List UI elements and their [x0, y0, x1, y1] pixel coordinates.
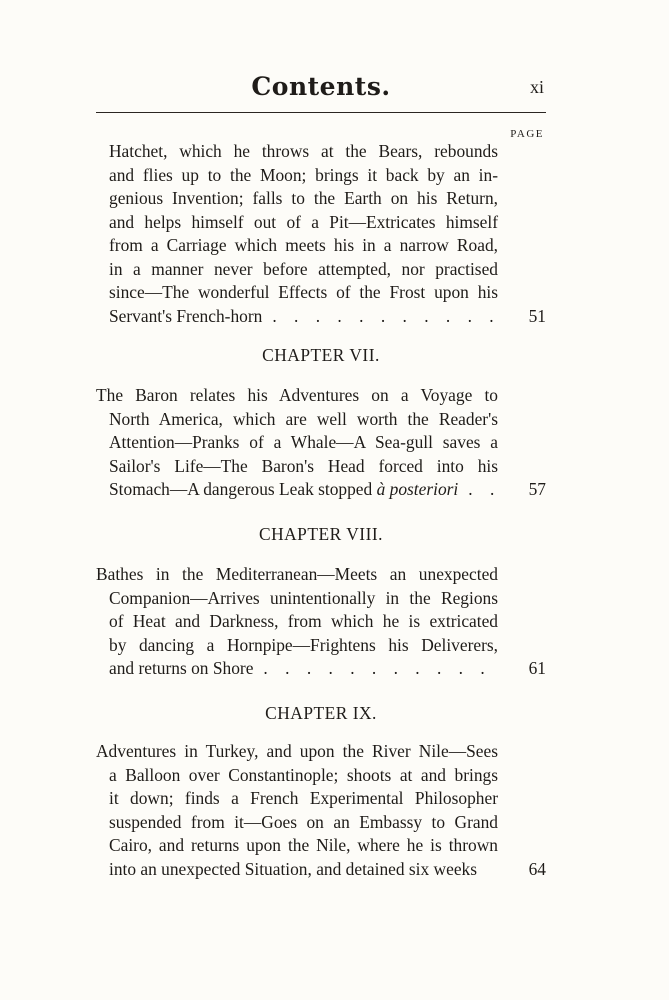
page-column-label: PAGE [510, 128, 544, 140]
folio-number: xi [529, 77, 544, 97]
toc-entry-chapter-7 [96, 384, 546, 502]
dot-leaders [468, 478, 498, 502]
entry-line: Bathes in the Mediterranean—Meets an unexpected [96, 564, 498, 584]
entry-line: of Heat and Darkness, from which he is extricated [109, 611, 498, 631]
entry-line: a Balloon over Constantinople; shoots at and brings [109, 764, 498, 785]
entry-last-line [96, 657, 546, 681]
entry-line: Companion—Arrives unintentionally in the Regions [109, 587, 498, 608]
entry-line-text: Stomach—A dangerous Leak stopped [109, 479, 373, 499]
entry-line: since—The wonderful Effects of the Frost upon his [109, 282, 498, 302]
entry-line: in a manner never before attempted, nor practised [109, 258, 498, 279]
entry-line: The Baron relates his Adventures on a Voyage to [96, 385, 498, 405]
entry-line: Adventures in Turkey, and upon the River Nile—Sees [96, 741, 498, 761]
entry-line: by dancing a Hornpipe—Frightens his Deliverers, [109, 634, 498, 655]
entry-line: North America, which are well worth the Reader's [109, 408, 498, 429]
entry-last-line [96, 478, 546, 502]
page-number: 57 [528, 479, 546, 499]
page-number: 51 [528, 305, 546, 326]
header-rule [96, 112, 546, 113]
entry-line: Hatchet, which he throws at the Bears, rebounds [109, 141, 498, 161]
entry-last-line [96, 305, 546, 329]
page-title: Contents. [251, 72, 391, 101]
entry-line: from a Carriage which meets his in a narrow Road, [109, 235, 498, 255]
entry-line: and helps himself out of a Pit—Extricates himself [109, 211, 498, 232]
entry-line: genious Invention; falls to the Earth on his Return, [109, 188, 498, 208]
entry-line: and flies up to the Moon; brings it back by an in- [109, 164, 498, 185]
entry-line: Attention—Pranks of a Whale—A Sea-gull saves a [109, 432, 498, 452]
running-head [96, 72, 546, 112]
entry-line: Sailor's Life—The Baron's Head forced into his [109, 455, 498, 476]
entry-line: Servant's French-horn [109, 305, 263, 326]
entry-line: and returns on Shore [109, 658, 254, 678]
italic-phrase: à posteriori [376, 479, 459, 499]
toc-entry-chapter-8 [96, 563, 546, 681]
entry-line: into an unexpected Situation, and detained six weeks [109, 858, 478, 879]
entry-line: suspended from it—Goes on an Embassy to Grand [109, 811, 498, 832]
entry-last-line [96, 858, 546, 882]
chapter-heading: CHAPTER VIII. [258, 524, 384, 544]
entry-line [109, 478, 458, 502]
entry-line: Cairo, and returns upon the Nile, where he is thrown [109, 835, 498, 855]
dot-leaders [272, 305, 498, 329]
toc-entry-continued [96, 140, 546, 328]
toc-entry-chapter-9 [96, 740, 546, 881]
page-number: 61 [528, 658, 546, 678]
entry-line: it down; finds a French Experimental Philosopher [109, 788, 498, 808]
page-number: 64 [528, 858, 546, 879]
chapter-heading: CHAPTER VII. [262, 345, 380, 365]
chapter-heading: CHAPTER IX. [265, 703, 377, 723]
dot-leaders [263, 657, 498, 681]
